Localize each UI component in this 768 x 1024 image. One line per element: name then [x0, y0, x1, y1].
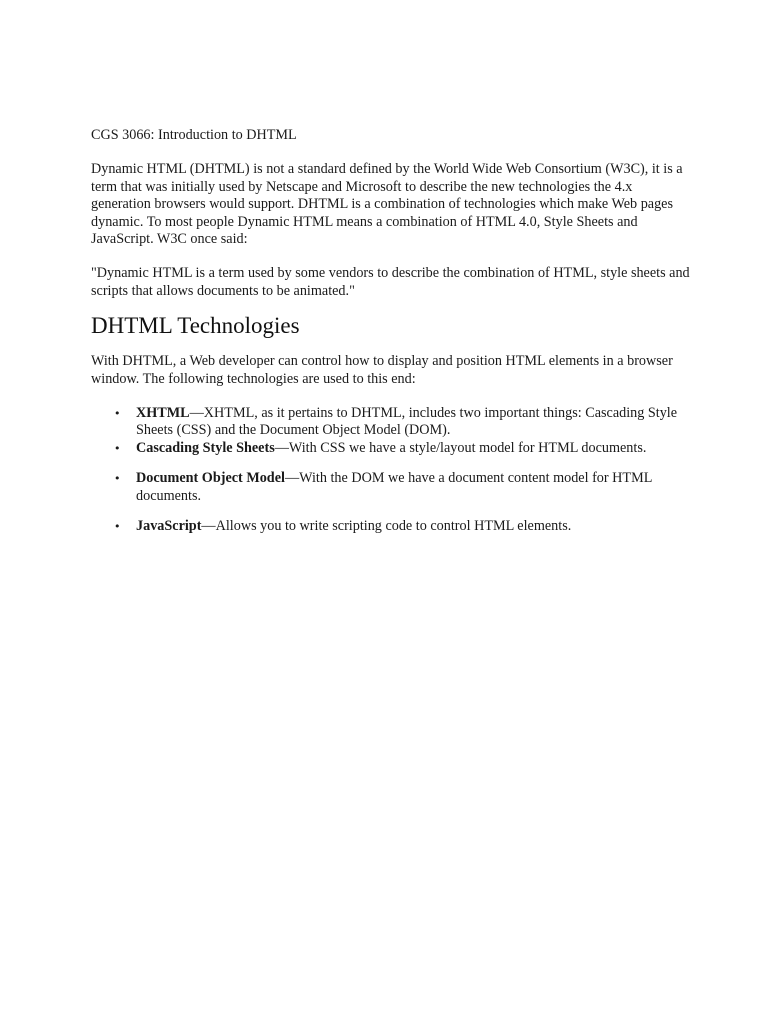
section-heading: DHTML Technologies — [91, 313, 300, 339]
list-item-text: —Allows you to write scripting code to control HTML elements. — [201, 518, 572, 535]
list-item — [91, 405, 696, 440]
list-item-term: XHTML — [136, 405, 190, 422]
intro-paragraph: Dynamic HTML (DHTML) is not a standard defined by the World Wide Web Consortium (W3C), it is a term that was initially used by Netscape and Microsoft to describe the new technologies the 4.x generation browsers would support. DHTML is a combination of technologies which make Web pages dynamic. To most people Dynamic HTML means a combination of HTML 4.0, Style Sheets and JavaScript. W3C once said: — [91, 161, 683, 248]
bullet-icon: • — [114, 472, 121, 486]
list-item-term: Document Object Model — [136, 470, 285, 487]
bullet-icon: • — [114, 441, 121, 455]
technologies-list — [91, 405, 691, 535]
list-item — [91, 470, 696, 505]
bullet-icon: • — [114, 520, 121, 534]
document-page — [91, 127, 691, 536]
list-item — [91, 518, 696, 535]
bullet-icon: • — [114, 407, 121, 421]
list-item-term: Cascading Style Sheets — [136, 439, 275, 456]
list-item — [91, 440, 696, 457]
lead-paragraph: With DHTML, a Web developer can control how to display and position HTML elements in a browser window. The following technologies are used to this end: — [91, 353, 673, 387]
list-item-text: —XHTML, as it pertains to DHTML, includes two important things: Cascading Style Sheets (CSS) and the Document Object Model (DOM). — [136, 405, 678, 439]
w3c-quote: "Dynamic HTML is a term used by some vendors to describe the combination of HTML, style sheets and scripts that allows documents to be animated." — [91, 265, 690, 299]
list-item-text: —With CSS we have a style/layout model for HTML documents. — [274, 439, 647, 456]
list-item-text: —With the DOM we have a document content model for HTML documents. — [136, 470, 652, 504]
course-title: CGS 3066: Introduction to DHTML — [91, 127, 297, 143]
list-item-term: JavaScript — [136, 518, 202, 535]
